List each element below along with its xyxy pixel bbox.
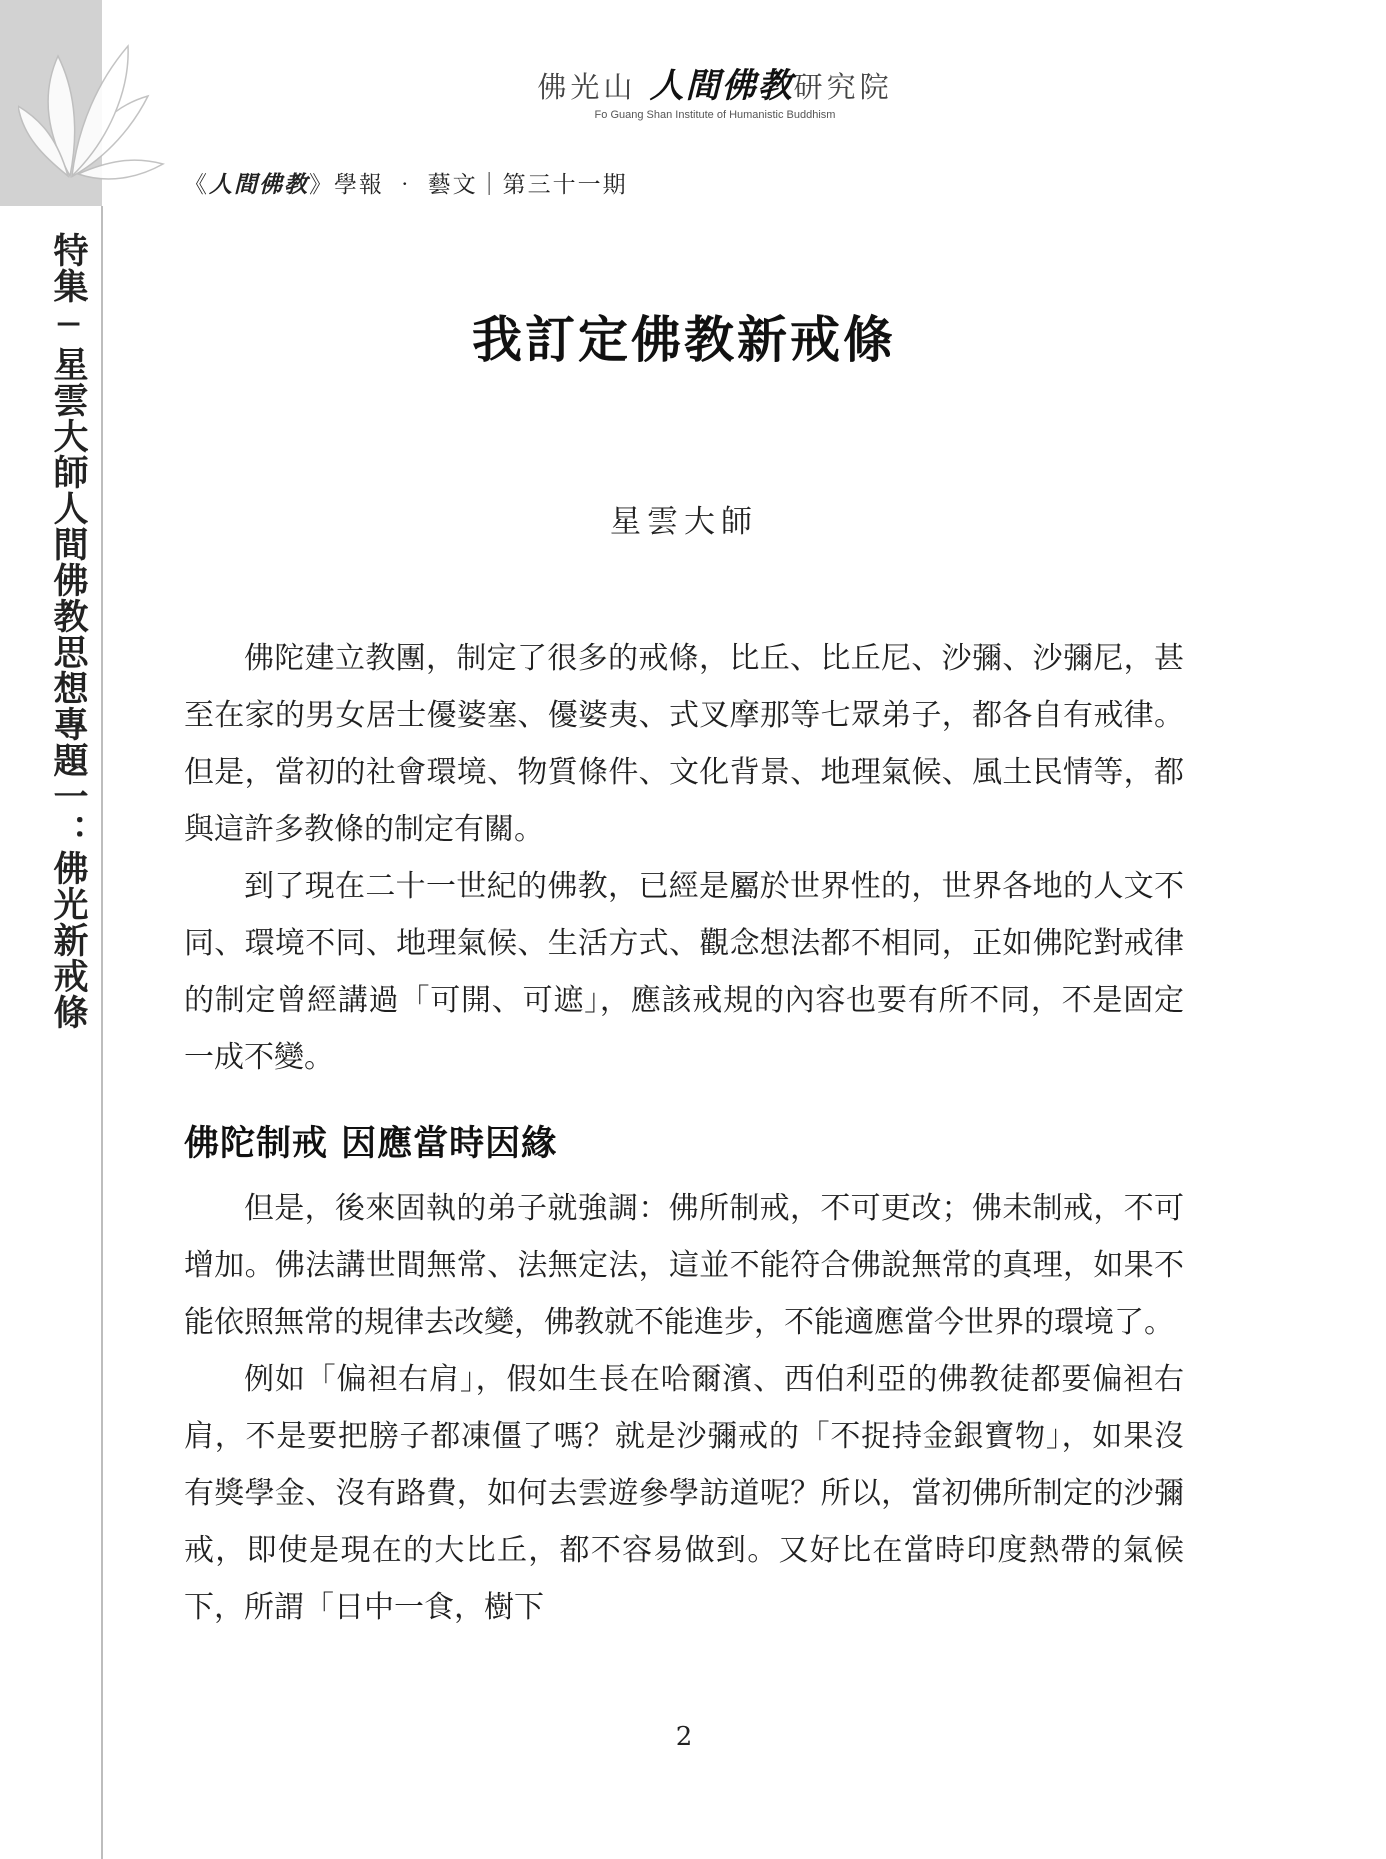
corner-lotus-decoration	[0, 0, 102, 206]
article-body	[184, 630, 1184, 1636]
journal-open-bracket: 《	[184, 172, 209, 198]
sidebar-vertical-title: 特集─星雲大師人間佛教思想專題一：佛光新戒條	[48, 232, 89, 1030]
page-number: 2	[675, 1722, 693, 1752]
article-title: 我訂定佛教新戒條	[472, 310, 896, 369]
journal-running-head	[184, 166, 628, 199]
institute-prefix: 佛光山	[537, 70, 637, 104]
institute-brand: 人間佛教	[649, 66, 794, 106]
journal-issue: 》學報 ‧ 藝文｜第三十一期	[309, 172, 628, 198]
institute-name	[495, 58, 935, 107]
article-author: 星雲大師	[610, 504, 758, 540]
body-paragraph: 例如「偏袒右肩」，假如生長在哈爾濱、西伯利亞的佛教徒都要偏袒右肩，不是要把膀子都凍僵了嗎？就是沙彌戒的「不捉持金銀寶物」，如果沒有獎學金、沒有路費，如何去雲遊參學訪道呢？所以，當初佛所制定的沙彌戒，即使是現在的大比丘，都不容易做到。又好比在當時印度熱帶的氣候下，所謂「日中一食，樹下	[184, 1362, 1184, 1625]
section-heading: 佛陀制戒 因應當時因緣	[184, 1123, 558, 1164]
body-paragraph: 但是，後來固執的弟子就強調：佛所制戒，不可更改；佛未制戒，不可增加。佛法講世間無常、法無定法，這並不能符合佛說無常的真理，如果不能依照無常的規律去改變，佛教就不能進步，不能適應當今世界的環境了。	[184, 1191, 1184, 1340]
journal-brand: 人間佛教	[209, 172, 309, 198]
institute-english-name: Fo Guang Shan Institute of Humanistic Buddhism	[594, 109, 836, 121]
body-paragraph: 佛陀建立教團，制定了很多的戒條，比丘、比丘尼、沙彌、沙彌尼，甚至在家的男女居士優婆塞、優婆夷、式叉摩那等七眾弟子，都各自有戒律。但是，當初的社會環境、物質條件、文化背景、地理氣候、風土民情等，都與這許多教條的制定有關。	[184, 641, 1184, 847]
institute-suffix: 研究院	[793, 70, 893, 104]
sidebar-divider	[101, 206, 103, 1859]
body-paragraph: 到了現在二十一世紀的佛教，已經是屬於世界性的，世界各地的人文不同、環境不同、地理氣候、生活方式、觀念想法都不相同，正如佛陀對戒律的制定曾經講過「可開、可遮」，應該戒規的內容也要有所不同，不是固定一成不變。	[184, 869, 1184, 1075]
institute-header	[495, 58, 935, 121]
lotus-flower-icon	[18, 26, 168, 196]
